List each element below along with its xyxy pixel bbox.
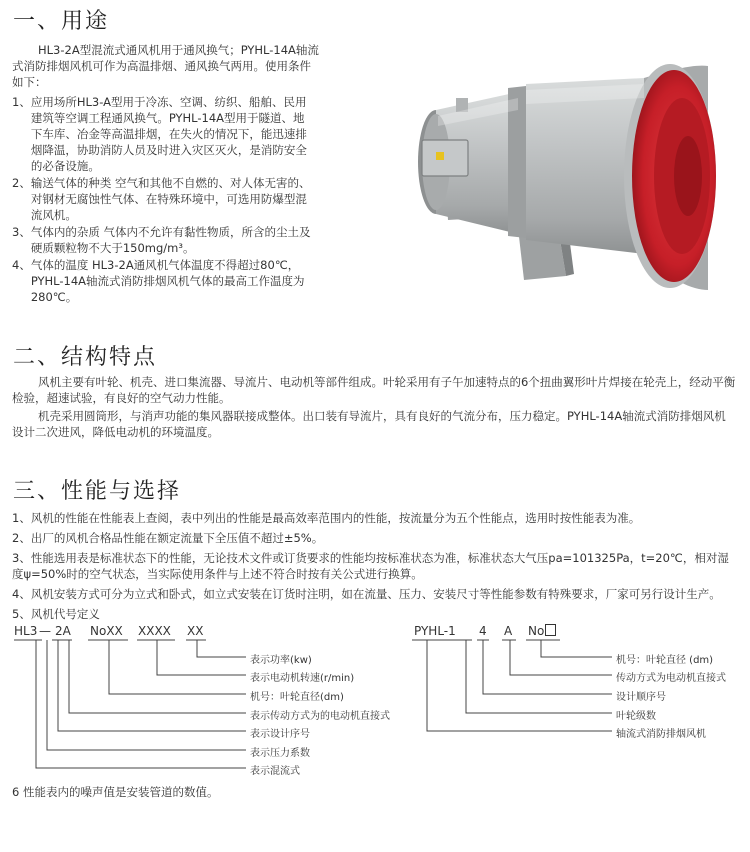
code-4: 4 (479, 624, 487, 638)
performance-item-4: 4、风机安装方式可分为立式和卧式，如立式安装在订货时注明，如在流量、压力、安装尺寸等性能参数有特殊要求，厂家可另行设计生产。 (12, 587, 721, 601)
code-xx: XX (187, 624, 204, 638)
label-stages: 叶轮级数 (616, 711, 656, 722)
item-number: 4、 (12, 258, 31, 272)
code-a: A (504, 624, 513, 638)
section-title-performance: 三、性能与选择 (13, 479, 182, 504)
label-machine-no-right: 机号：叶轮直径 (dm) (616, 655, 714, 666)
code-dash: — (39, 624, 51, 638)
item-number: 3、 (12, 225, 31, 239)
placeholder-box-icon (545, 624, 556, 636)
label-speed: 表示电动机转速(r/min) (250, 673, 355, 684)
performance-item-2: 2、出厂的风机合格品性能在额定流量下全压值不超过±5%。 (12, 531, 324, 545)
performance-item-3: 3、性能选用表是标准状态下的性能，无论技术文件或订货要求的性能均按标准状态为准，标准状态大气压pa=101325Pa，t=20℃，相对湿度ψ=50%时的空气状态，当实际使用条件与上述不符合时按有关公式进行换算。 (12, 551, 729, 581)
label-axial-fan: 轴流式消防排烟风机 (616, 729, 706, 740)
structure-paragraph-1: 风机主要有叶轮、机壳、进口集流器、导流片、电动机等部件组成。叶轮采用有子午加速特点的6个扭曲翼形叶片焊接在轮壳上，经动平衡检验，超速试验，有良好的空气动力性能。 (12, 375, 736, 405)
section-title-structure: 二、结构特点 (13, 345, 158, 370)
section-title-usage: 一、用途 (13, 9, 110, 34)
label-machine-no: 机号：叶轮直径(dm) (250, 692, 344, 703)
item-text: 气体的温度 HL3-2A通风机气体温度不得超过80℃，PYHL-14A轴流式消防排烟风机气体的最高工作温度为280℃。 (30, 258, 305, 304)
performance-footnote: 6 性能表内的噪声值是安装管道的数值。 (12, 785, 219, 799)
item-number: 1、 (12, 95, 31, 109)
item-text: 输送气体的种类 空气和其他不自燃的、对人体无害的、对钢材无腐蚀性气体、在特殊环境中，可选用防爆型混流风机。 (30, 176, 311, 222)
item-number: 2、 (12, 176, 31, 190)
usage-intro: HL3-2A型混流式通风机用于通风换气；PYHL-14A轴流式消防排烟风机可作为高温排烟、通风换气两用。使用条件如下： (12, 43, 319, 89)
performance-item-1: 1、风机的性能在性能表上查阅，表中列出的性能是最高效率范围内的性能，按流量分为五个性能点，选用时按性能表为准。 (12, 511, 641, 525)
item-text: 应用场所HL3-A型用于冷冻、空调、纺织、船舶、民用建筑等空调工程通风换气。PYHL-14A型用于隧道、地下车库、冶金等高温排烟，在失火的情况下，能迅速排烟降温，协助消防人员及时进入灾区灭火，是消防安全的必备设施。 (30, 95, 307, 173)
structure-paragraph-2: 机壳采用圆筒形，与消声功能的集风器联接成整体。出口装有导流片，具有良好的气流分布，压力稳定。PYHL-14A轴流式消防排烟风机设计二次进风，降低电动机的环境温度。 (12, 409, 726, 439)
item-text: 气体内的杂质 气体内不允许有黏性物质，所含的尘土及硬质颗粒物不大于150mg/m³。 (30, 225, 311, 255)
code-noxx: NoXX (90, 624, 123, 638)
code-xxxx: XXXX (138, 624, 171, 638)
code-no (528, 624, 556, 638)
label-design-order: 设计顺序号 (616, 692, 666, 703)
code-hl3: HL3 (14, 624, 38, 638)
performance-item-5: 5、风机代号定义 (12, 607, 100, 621)
label-pressure: 表示压力系数 (250, 748, 310, 759)
label-drive-right: 传动方式为电动机直接式 (616, 673, 726, 684)
label-design-no: 表示设计序号 (250, 729, 310, 740)
label-mixed-flow: 表示混流式 (250, 766, 300, 777)
code-2a: 2A (55, 624, 71, 638)
label-power: 表示功率(kw) (250, 655, 312, 666)
label-drive: 表示传动方式为的电动机直接式 (250, 711, 390, 722)
code-pyhl-1: PYHL-1 (414, 624, 456, 638)
code-no-text: No (528, 624, 545, 638)
